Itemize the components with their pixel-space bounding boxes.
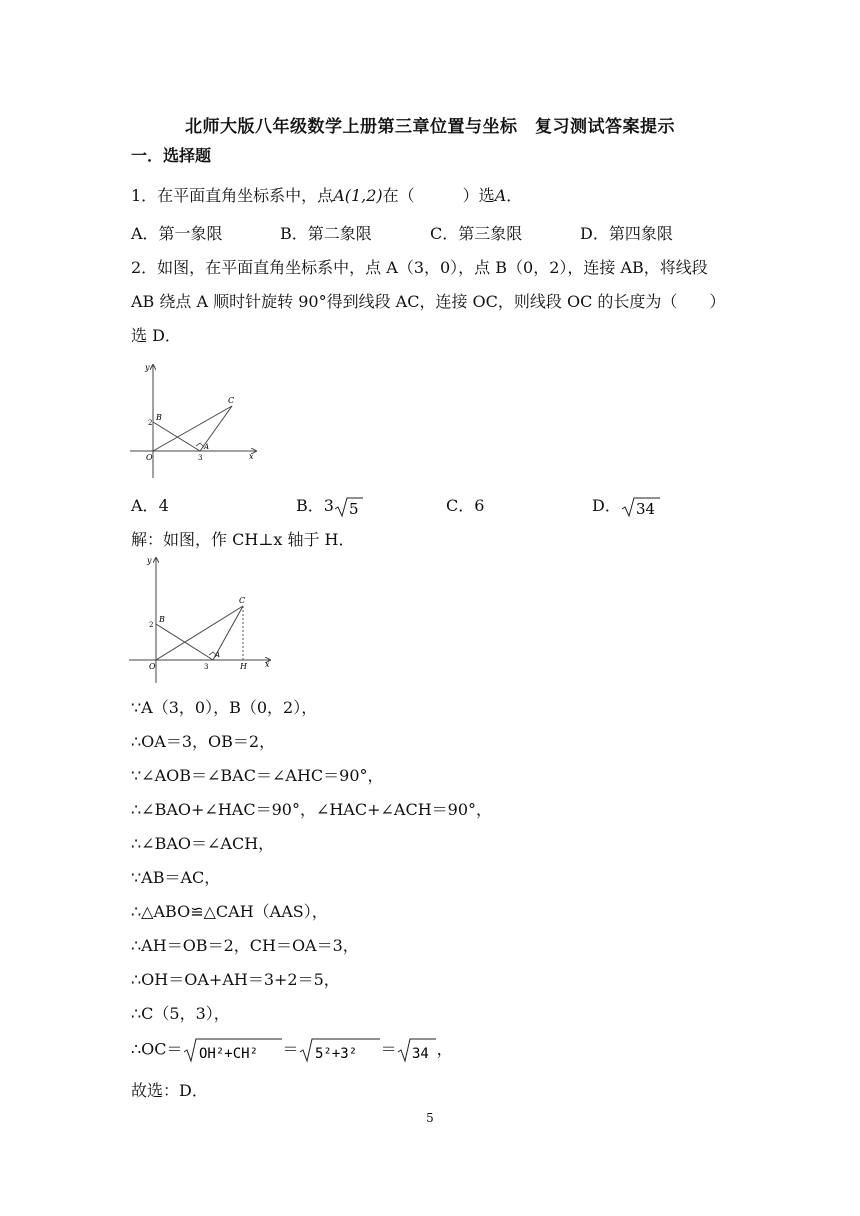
- solution-step-9: ∴OH＝OA+AH＝3+2＝5，: [131, 970, 340, 989]
- coordinate-figure-2: [127, 553, 277, 683]
- q2-option-c: [446, 495, 484, 517]
- segment-oc: [153, 406, 232, 451]
- q2-option-d: [592, 495, 661, 518]
- label-point-h: H: [240, 662, 247, 671]
- label-point-c: C: [228, 396, 235, 405]
- tick-y-2: 2: [148, 419, 153, 427]
- q2-option-a-prefix: A．: [131, 496, 159, 515]
- tick-x-3: 3: [204, 663, 209, 671]
- label-origin: O: [146, 453, 153, 462]
- q1-answer: A: [494, 186, 507, 205]
- question-2-line-2: AB 绕点 A 顺时针旋转 90°得到线段 AC，连接 OC，则线段 OC 的长度为（ ）: [131, 292, 726, 311]
- q2-option-b: [296, 495, 364, 518]
- oc-prefix: ∴OC＝: [131, 1039, 183, 1059]
- solution-step-6: ∵AB＝AC，: [131, 868, 221, 887]
- coordinate-figure-1: [128, 360, 268, 480]
- sqrt-5-radical: [334, 496, 364, 518]
- q2-option-c-prefix: C．: [446, 496, 475, 515]
- question-1: [131, 185, 522, 207]
- q1-option-c: C．第三象限: [430, 224, 523, 243]
- q2-option-a-value: 4: [158, 496, 169, 515]
- oc-end: ，: [436, 1039, 453, 1059]
- solution-intro: 解：如图，作 CH⊥x 轴于 H．: [131, 530, 355, 549]
- label-point-b: B: [159, 615, 165, 624]
- q1-period: ．: [506, 186, 523, 205]
- solution-step-7: ∴△ABO≌△CAH（AAS），: [131, 902, 328, 921]
- q1-option-a: A．第一象限: [131, 224, 223, 243]
- q2-option-d-prefix: D．: [592, 496, 621, 515]
- q1-text-before: 1．在平面直角坐标系中，点: [131, 186, 334, 205]
- label-x-axis: x: [249, 452, 254, 461]
- oc-radicand-1: OH²+CH²: [198, 1046, 258, 1062]
- page-number: 5: [426, 1111, 434, 1125]
- solution-step-1: ∵A（3，0），B（0，2），: [131, 698, 318, 717]
- q1-option-d: D．第四象限: [580, 224, 673, 243]
- section-heading: 一．选择题: [131, 146, 212, 165]
- label-x-axis: x: [265, 660, 270, 669]
- label-point-b: B: [156, 413, 162, 422]
- solution-step-5: ∴∠BAO＝∠ACH，: [131, 834, 275, 853]
- label-point-a: A: [204, 443, 210, 451]
- sqrt-oh-ch-radical: [183, 1037, 283, 1063]
- tick-y-2: 2: [149, 621, 154, 629]
- solution-oc-line: [131, 1037, 453, 1063]
- sqrt-5-3-radical: [299, 1037, 381, 1063]
- q1-text-after: 在（ ）选: [382, 186, 495, 205]
- label-y-axis: y: [145, 363, 150, 372]
- page-title: 北师大版八年级数学上册第三章位置与坐标 复习测试答案提示: [185, 117, 675, 137]
- label-point-c: C: [239, 596, 246, 605]
- solution-step-8: ∴AH＝OB＝2，CH＝OA＝3，: [131, 936, 359, 955]
- solution-step-3: ∵∠AOB＝∠BAC＝∠AHC＝90°，: [131, 766, 384, 785]
- oc-equals-2: ＝: [380, 1039, 397, 1059]
- solution-step-2: ∴OA＝3，OB＝2，: [131, 732, 276, 751]
- label-y-axis: y: [147, 556, 152, 565]
- question-2-line-3: 选 D．: [131, 326, 181, 345]
- q2-option-a: [131, 495, 169, 517]
- q1-point: A(1,2): [333, 186, 383, 205]
- oc-equals-1: ＝: [282, 1039, 299, 1059]
- question-2-line-1: 2．如图，在平面直角坐标系中，点 A（3，0），点 B（0，2），连接 AB，将线段: [131, 258, 708, 277]
- oc-radicand-3: 34: [411, 1046, 429, 1062]
- q2-option-b-prefix: B．: [296, 496, 324, 515]
- solution-step-10: ∴C（5，3），: [131, 1004, 230, 1023]
- solution-conclusion: 故选：D．: [131, 1081, 208, 1100]
- oc-radicand-2: 5²+3²: [314, 1046, 357, 1062]
- q2-option-b-coef: 3: [323, 496, 334, 515]
- tick-x-3: 3: [198, 454, 203, 462]
- solution-step-4: ∴∠BAO+∠HAC＝90°，∠HAC+∠ACH＝90°，: [131, 800, 493, 819]
- label-point-a: A: [215, 651, 221, 659]
- q1-option-b: B．第二象限: [280, 224, 372, 243]
- sqrt-34-radical: [621, 496, 661, 518]
- q2-option-b-radicand: 5: [348, 499, 359, 518]
- sqrt-34-radical-2: [397, 1037, 437, 1063]
- q2-option-c-value: 6: [474, 496, 485, 515]
- label-origin: O: [149, 662, 156, 671]
- q2-option-d-radicand: 34: [635, 499, 655, 518]
